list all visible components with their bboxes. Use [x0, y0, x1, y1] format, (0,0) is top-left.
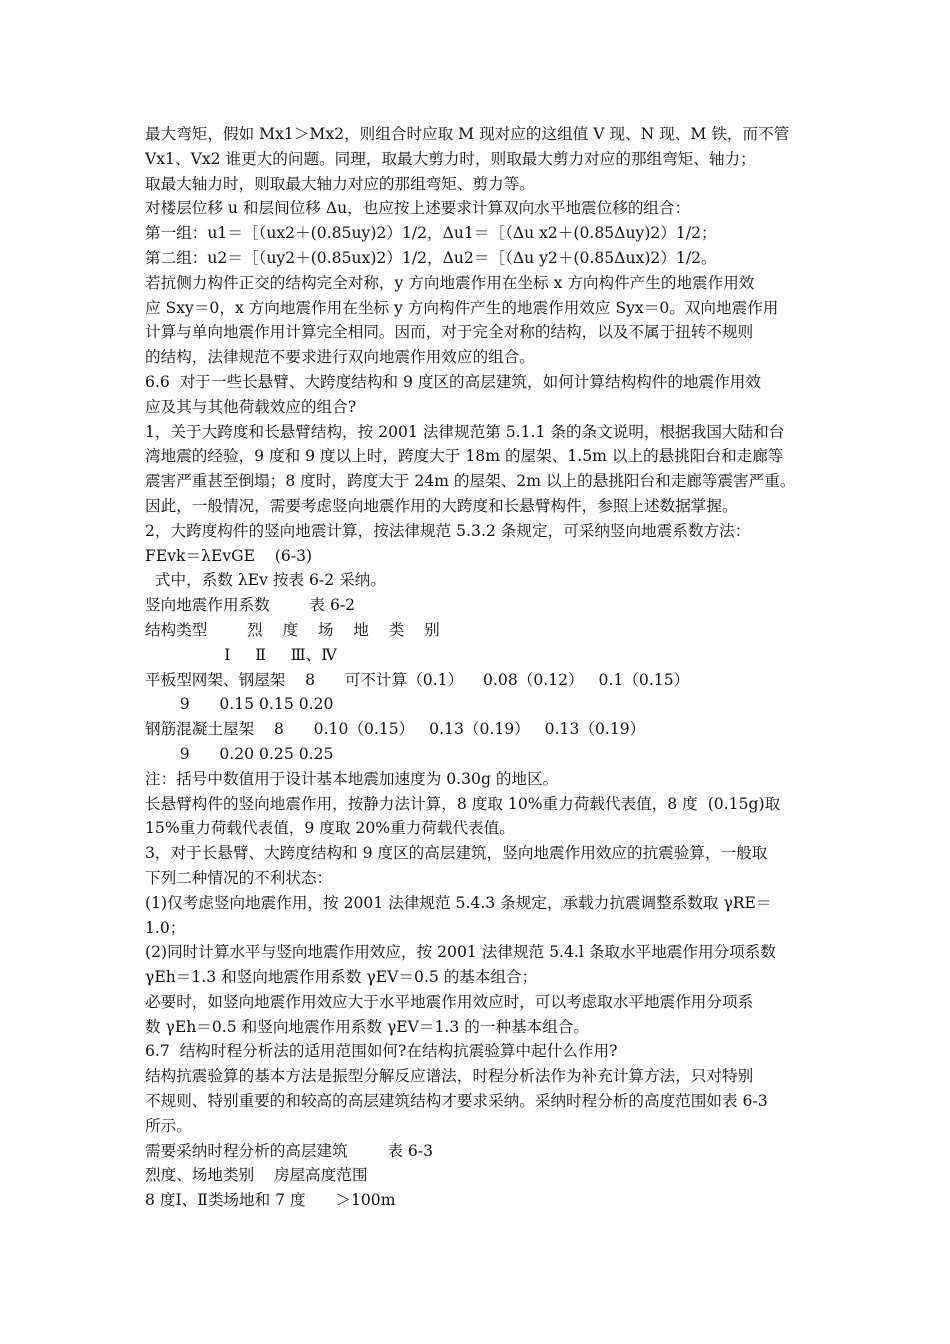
text-line: (2)同时计算水平与竖向地震作用效应，按 2001 法律规范 5.4.l 条取水平地震作用分项系数 — [145, 943, 776, 962]
text-line: γEh＝1.3 和竖向地震作用系数 γEV＝0.5 的基本组合； — [145, 968, 538, 987]
table-note: 注：括号中数值用于设计基本地震加速度为 0.30g 的地区。 — [145, 769, 559, 788]
text-line: Vx1、Vx2 谁更大的问题。同理，取最大剪力时，则取最大剪力对应的那组弯矩、轴力； — [145, 149, 756, 168]
table-header: 结构类型 烈 度 场 地 类 别 — [145, 620, 440, 639]
text-line: 应 Sxy＝0，x 方向地震作用在坐标 y 方向构件产生的地震作用效应 Syx＝0。双向地震作用 — [145, 298, 779, 317]
text-line: 第一组：u1＝［（ux2＋(0.85uy)2）1/2，Δu1＝［（Δu x2＋(0.85Δuy)2）1/2； — [145, 224, 717, 243]
text-line: 湾地震的经验，9 度和 9 度以上时，跨度大于 18m 的屋架、1.5m 以上的悬挑阳台和走廊等 — [145, 447, 784, 466]
text-line: 3，对于长悬臂、大跨度结构和 9 度区的高层建筑，竖向地震作用效应的抗震验算，一般取 — [145, 844, 768, 863]
formula-line: FEvk＝λEvGE (6-3) — [145, 546, 313, 565]
text-line: 最大弯矩，假如 Mx1＞Mx2，则组合时应取 M 现对应的这组值 V 现、N 现、M 铁，而不管 — [145, 125, 790, 143]
text-line: 震害严重甚至倒塌；8 度时，跨度大于 24m 的屋架、2m 以上的悬挑阳台和走廊等震害严重。 — [145, 472, 796, 491]
text-line: 2，大跨度构件的竖向地震计算，按法律规范 5.3.2 条规定，可采纳竖向地震系数方法： — [145, 521, 751, 540]
text-line: 15%重力荷载代表值，9 度取 20%重力荷载代表值。 — [145, 819, 515, 838]
table-row: 平板型网架、钢屋架 8 可不计算（0.1） 0.08（0.12） 0.1（0.15） — [145, 670, 690, 689]
table-header: 烈度、场地类别 房屋高度范围 — [145, 1166, 368, 1185]
text-line: 的结构，法律规范不要求进行双向地震作用效应的组合。 — [145, 348, 535, 367]
table-caption: 需要采纳时程分析的高层建筑 表 6-3 — [145, 1141, 434, 1160]
table-row: 9 0.20 0.25 0.25 — [145, 744, 334, 763]
text-line: 数 γEh＝0.5 和竖向地震作用系数 γEV＝1.3 的一种基本组合。 — [145, 1017, 590, 1036]
text-line: 计算与单向地震作用计算完全相同。因而，对于完全对称的结构，以及不属于扭转不规则 — [145, 323, 754, 342]
text-line: 因此，一般情况，需要考虑竖向地震作用的大跨度和长悬臂构件，参照上述数据掌握。 — [145, 496, 738, 515]
text-line: 下列二种情况的不利状态： — [145, 868, 333, 887]
section-heading: 应及其与其他荷载效应的组合? — [145, 397, 357, 416]
table-row: 9 0.15 0.15 0.20 — [145, 695, 334, 714]
text-line: 长悬臂构件的竖向地震作用，按静力法计算，8 度取 10%重力荷载代表值，8 度 (0.15g)取 — [145, 794, 781, 813]
text-line: 1，关于大跨度和长悬臂结构，按 2001 法律规范第 5.1.1 条的条文说明，根据我国大陆和台 — [145, 422, 785, 441]
section-heading: 6.6 对于一些长悬臂、大跨度结构和 9 度区的高层建筑，如何计算结构构件的地震作用效 — [145, 372, 761, 391]
text-line: (1)仅考虑竖向地震作用，按 2001 法律规范 5.4.3 条规定，承载力抗震调整系数取 γRE＝ — [145, 893, 772, 912]
text-line: 第二组：u2＝［（uy2＋(0.85ux)2）1/2，Δu2＝［（Δu y2＋(0.85Δux)2）1/2。 — [145, 248, 717, 267]
table-row: 钢筋混凝土屋架 8 0.10（0.15） 0.13（0.19） 0.13（0.19） — [145, 720, 646, 739]
text-line: 对楼层位移 u 和层间位移 Δu，也应按上述要求计算双向水平地震位移的组合： — [145, 199, 691, 218]
section-heading: 6.7 结构时程分析法的适用范围如何?在结构抗震验算中起什么作用? — [145, 1042, 618, 1061]
table-header: Ⅰ Ⅱ Ⅲ、Ⅳ — [145, 645, 337, 664]
text-line: 若抗侧力构件正交的结构完全对称，y 方向地震作用在坐标 x 方向构件产生的地震作用效 — [145, 273, 755, 292]
document-body — [145, 122, 825, 1213]
table-row: 8 度Ⅰ、Ⅱ类场地和 7 度 ＞100m — [145, 1191, 396, 1210]
table-caption: 竖向地震作用系数 表 6-2 — [145, 596, 356, 615]
text-line: 取最大轴力时，则取最大轴力对应的那组弯矩、剪力等。 — [145, 174, 535, 193]
text-line: 式中，系数 λEv 按表 6-2 采纳。 — [145, 571, 386, 590]
text-line: 1.0； — [145, 918, 186, 937]
text-line: 必要时，如竖向地震作用效应大于水平地震作用效应时，可以考虑取水平地震作用分项系 — [145, 992, 754, 1011]
text-line: 结构抗震验算的基本方法是振型分解反应谱法，时程分析法作为补充计算方法，只对特别 — [145, 1067, 754, 1086]
text-line: 不规则、特别重要的和较高的高层建筑结构才要求采纳。采纳时程分析的高度范围如表 6-3 — [145, 1092, 768, 1111]
text-line: 所示。 — [145, 1116, 192, 1135]
